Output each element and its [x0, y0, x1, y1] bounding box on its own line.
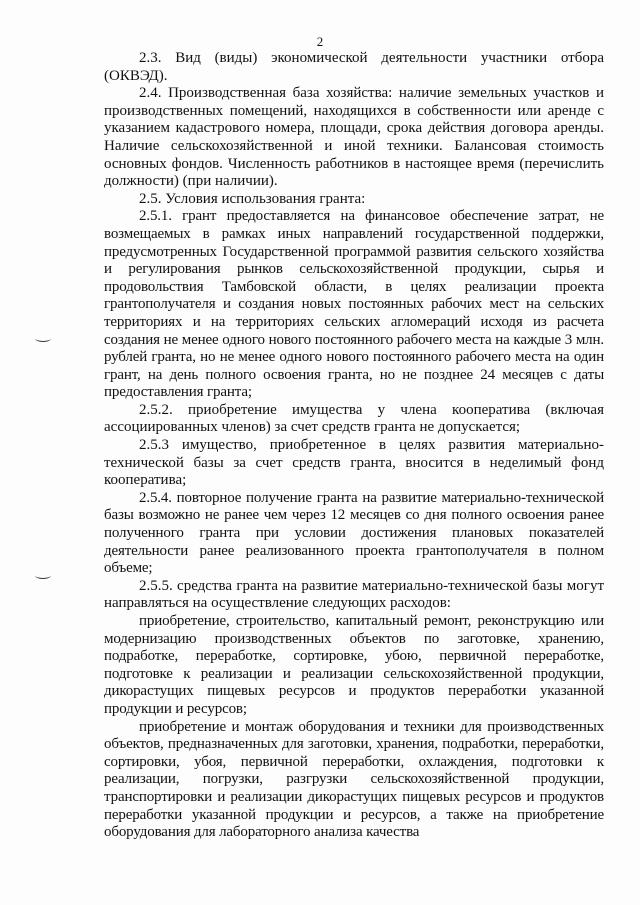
page-number: 2	[316, 34, 324, 49]
paragraph-2-5-4: 2.5.4. повторное получение гранта на развитие материально-технической базы возможно не ранее чем через 12 месяцев со дня полного освоения ранее полученного гранта при условии достижения плановых показателей деятельности ранее реализованного проекта грантополучателя в полном объеме;	[104, 489, 604, 577]
margin-binding-mark	[35, 335, 51, 342]
paragraph-2-5-2: 2.5.2. приобретение имущества у члена кооператива (включая ассоциированных членов) за счет средств гранта не допускается;	[104, 401, 604, 436]
paragraph-expense-construction: приобретение, строительство, капитальный ремонт, реконструкцию или модернизацию производственных объектов по заготовке, хранению, подработке, переработке, сортировке, убою, первичной переработке, подготовке к реализации и реализации сельскохозяйственной продукции, дикорастущих пищевых ресурсов и продуктов переработки указанной продукции и ресурсов;	[104, 613, 604, 717]
paragraph-2-5-1: 2.5.1. грант предоставляется на финансовое обеспечение затрат, не возмещаемых в рамках иных направлений государственной поддержки, предусмотренных Государственной программой развития сельского хозяйства и регулирования рынков сельскохозяйственной продукции, сырья и продовольствия Тамбовской области, в целях реализации проекта грантополучателя и создания новых постоянных рабочих мест на сельских территориях и на территориях сельских агломераций исходя из расчета создания не менее одного нового постоянного рабочего места на каждые 3 млн. рублей гранта, но не менее одного нового постоянного рабочего места на один грант, на день полного освоения гранта, но не позднее 24 месяцев с даты предоставления гранта;	[104, 208, 604, 401]
paragraph-2-4: 2.4. Производственная база хозяйства: наличие земельных участков и производственных помещений, находящихся в собственности или аренде с указанием кадастрового номера, площади, срока действия договора аренды. Наличие сельскохозяйственной и иной техники. Балансовая стоимость основных фондов. Численность работников в настоящее время (перечислить должности) (при наличии).	[104, 85, 604, 190]
document-body	[104, 50, 604, 842]
paragraph-2-5-3: 2.5.3 имущество, приобретенное в целях развития материально-технической базы за счет средств гранта, вносится в неделимый фонд кооператива;	[104, 437, 604, 489]
paragraph-2-3: 2.3. Вид (виды) экономической деятельности участники отбора (ОКВЭД).	[104, 50, 604, 84]
paragraph-2-5-5: 2.5.5. средства гранта на развитие материально-технической базы могут направляться на осуществление следующих расходов:	[104, 577, 604, 612]
paragraph-expense-equipment: приобретение и монтаж оборудования и техники для производственных объектов, предназначенных для заготовки, хранения, подработки, переработки, сортировки, убоя, первичной переработки, охлаждения, подготовки к реализации, погрузки, разгрузки сельскохозяйственной продукции, транспортировки и реализации дикорастущих пищевых ресурсов и продуктов переработки указанной продукции и ресурсов, а также на приобретение оборудования для лабораторного анализа качества	[104, 718, 604, 841]
margin-binding-mark	[35, 572, 51, 579]
paragraph-2-5: 2.5. Условия использования гранта:	[139, 190, 366, 207]
